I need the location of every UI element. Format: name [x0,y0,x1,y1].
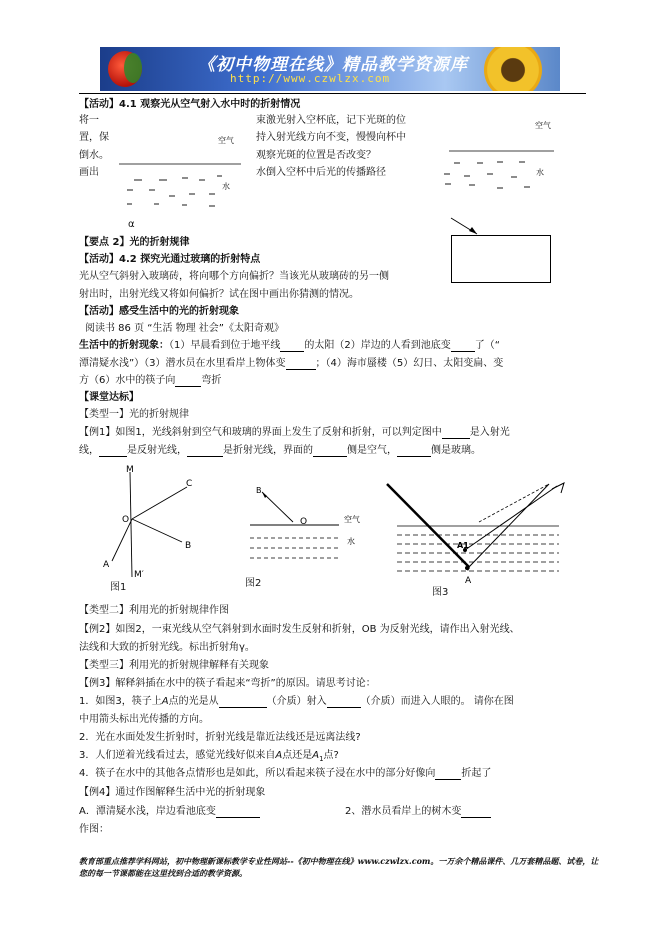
text-span: 2、潜水员看岸上的树木变 [345,806,462,817]
logo-leaf-icon [124,53,142,83]
alpha-label: α [128,219,135,230]
normal-line [130,472,132,577]
answer-blank[interactable] [219,696,267,708]
type-3-heading: 【类型三】利用光的折射规律解释有关现象 [79,660,269,671]
label-m: M [126,465,134,475]
life-head: 生活中的折射现象： [79,340,169,351]
question-2: 2．光在水面处发生折射时，折射光线是靠近法线还是远离法线? [79,732,361,743]
text-line: 光从空气斜射入玻璃砖，将向哪个方向偏折？当该光从玻璃砖的另一侧 [79,271,389,282]
text-line: 束激光射入空杯底，记下光斑的位 [256,115,406,126]
example-4: 【例4】通过作图解释生活中光的折射现象 [79,787,266,798]
arrow-icon [262,492,267,498]
water-dashes-right [444,162,530,188]
life-line-3 [79,374,221,387]
glass-block [451,235,551,283]
answer-blank[interactable] [216,806,260,818]
footer-text: 教育部重点推荐学科网站，初中物理新课标教学专业性网站--《初中物理在线》www.czwlzx.com。一万余个精品课件、几万套精品题、试卷，让您的每一节课都能在这里找到合适的教学资源。 [79,856,599,878]
text-span: 的太阳（2）岸边的人看到池底变 [304,340,451,351]
figure-3-caption: 图3 [432,587,449,598]
text-span: 线， [79,445,99,456]
text-span: A．潭清疑水浅，岸边看池底变 [79,806,216,817]
header-banner [100,47,560,91]
text-line: 持入射光线方向不变，慢慢向杯中 [256,132,406,143]
water-dashes-left [127,176,222,206]
question-3 [79,749,339,766]
text-span: 弯折 [201,375,222,386]
life-line-1 [79,339,500,352]
life-line-2 [79,357,503,370]
answer-blank[interactable] [280,340,304,352]
water-label: 水 [536,168,544,177]
label-air: 空气 [344,515,360,524]
answer-blank[interactable] [286,358,316,370]
water-dashes [250,538,339,558]
label-b: B [256,486,262,495]
example-2-line-2: 法线和大致的折射光线。标出折射角γ。 [79,642,255,653]
point-a-text: A [275,750,283,761]
text-span: 1．如图3，筷子上 [79,696,162,707]
answer-blank[interactable] [327,696,361,708]
text-span: 侧是玻璃。 [431,445,481,456]
text-span: 4．筷子在水中的其他各点情形也是如此，所以看起来筷子浸在水中的部分好像向 [79,768,436,779]
label-o: O [300,517,308,527]
label-a: A [103,560,110,570]
text-line: 水倒入空杯中后光的传播路径 [256,167,386,178]
eye-icon [552,483,564,493]
text-span: 点还是 [282,750,313,761]
text-line: 倒水。 [79,150,109,161]
type-2-heading: 【类型二】利用光的折射规律作图 [79,605,229,616]
sight-line [469,484,549,567]
answer-blank[interactable] [442,427,470,439]
text-line: 画出 [79,167,99,178]
answer-blank[interactable] [175,375,201,387]
text-span: ；（4）海市蜃楼（5）幻日、太阳变扁、变 [315,358,504,369]
answer-blank[interactable] [397,445,431,457]
example-3: 【例3】解释斜插在水中的筷子看起来“弯折”的原因。请思考讨论： [79,678,376,689]
key-point-2: 【要点 2】光的折射规律 [79,237,190,248]
text-span: 折起了 [461,768,492,779]
activity-life-heading: 【活动】感受生活中的光的折射现象 [79,306,239,317]
text-span: （介质）而进入人眼的。 请你在图 [360,696,514,707]
label-m-prime: M′ [134,570,144,580]
text-span: 潭清疑水浅”）（3）潜水员在水里看岸上物体变 [79,358,286,369]
example-2-line-1: 【例2】如图2，一束光线从空气斜射到水面时发生反射和折射，OB 为反射光线，请作出入射光线、 [79,624,520,635]
point-a-text: A [161,696,169,707]
banner-url[interactable]: http://www.czwlzx.com [230,72,391,85]
text-line: 观察光斑的位置是否改变？ [256,150,376,161]
answer-blank[interactable] [187,445,223,457]
answer-blank[interactable] [435,768,461,780]
chopstick-upper [387,484,469,567]
ray-oa [112,519,132,561]
label-a1: A1 [457,541,469,550]
figure-3 [387,483,564,586]
subscript: 1 [319,755,324,763]
label-b: B [185,541,192,551]
figure-2-caption: 图2 [245,578,262,589]
banner-title: 《初中物理在线》精品教学资源库 [198,55,468,75]
question-1-line-1 [79,695,514,708]
question-4 [79,767,491,780]
example-4-b [345,805,491,818]
text-span: 侧是空气， [347,445,397,456]
answer-blank[interactable] [99,445,127,457]
text-line: 将一 [79,115,99,126]
text-span: （1）早晨看到位于地平线 [169,340,281,351]
text-span: 是折射光线，界面的 [223,445,313,456]
water-label: 水 [222,182,230,191]
answer-blank[interactable] [313,445,347,457]
air-label: 空气 [218,136,234,145]
text-span: 是反射光线， [127,445,187,456]
text-line: 阅读书 86 页 “生活 物理 社会”《太阳奇观》 [85,323,284,334]
label-a: A [465,576,472,586]
question-1-line-2: 中用箭头标出光传播的方向。 [79,714,209,725]
activity-4-1-heading: 【活动】4.1 观察光从空气射入水中时的折射情况 [79,99,301,110]
example-1-line-2 [79,444,481,457]
activity-4-2-heading: 【活动】4.2 探究光通过玻璃的折射特点 [79,254,261,265]
activity-diagrams [79,110,599,240]
figure-1 [103,465,192,580]
label-o: O [122,515,130,525]
text-span: 是入射光 [469,427,510,438]
text-span: 【例1】如图1，光线斜射到空气和玻璃的界面上发生了反射和折射，可以判定图中 [79,427,442,438]
ray-ob [132,519,182,542]
text-span: 方（6）水中的筷子向 [79,375,176,386]
point-a1-text: A [312,750,320,761]
text-line: 射出时，出射光线又将如何偏折？试在图中画出你猜测的情况。 [79,289,359,300]
air-label: 空气 [535,121,551,130]
text-span: 了（“ [474,340,500,351]
sunflower-icon [484,47,542,91]
type-1-heading: 【类型一】光的折射规律 [79,409,189,420]
sight-line [465,486,557,550]
class-heading: 【课堂达标】 [79,392,139,403]
figures [79,462,599,602]
label-c: C [186,479,193,489]
draw-label: 作图： [79,824,109,835]
arrow-icon [469,227,477,234]
text-span: 3．人们逆着光线看过去，感觉光线好似来自 [79,750,276,761]
text-line: 置，保 [79,132,109,143]
answer-blank[interactable] [451,340,475,352]
figure-1-caption: 图1 [110,582,127,593]
ray-ob-2 [262,492,293,522]
text-span: （介质）射入 [266,696,327,707]
ray-oc [132,487,187,519]
example-1-line-1 [79,426,510,439]
example-4-a [79,805,260,818]
text-span: 点? [323,750,339,761]
label-water: 水 [347,537,355,546]
header-rule [79,93,586,94]
figure-2 [250,486,360,558]
point-a-dot [465,566,469,570]
text-span: 点的光是从 [168,696,219,707]
answer-blank[interactable] [461,806,491,818]
